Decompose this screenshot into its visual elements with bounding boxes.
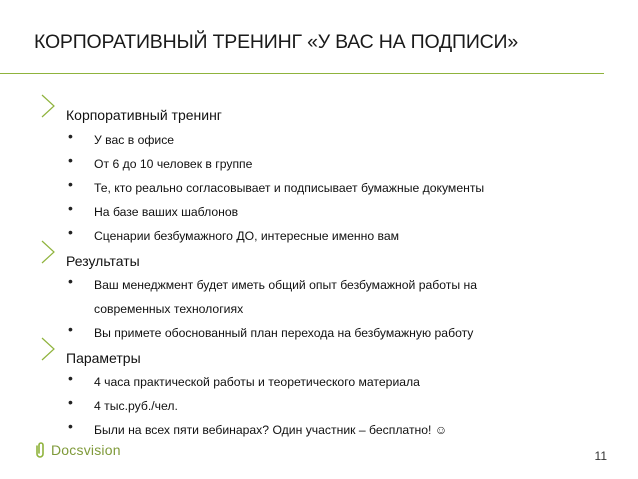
chevron-right-icon [40,240,56,264]
list-item: На базе ваших шаблонов [94,205,239,219]
title-divider [0,73,604,74]
bullet-dot: • [68,152,73,168]
bullet-dot: • [68,370,73,386]
bullet-dot: • [68,200,73,216]
bullet-dot: • [68,321,73,337]
logo-text: Docsvision [51,442,121,458]
bullet-dot: • [68,176,73,192]
chevron-right-icon [40,94,56,118]
list-item: 4 тыс.руб./чел. [94,399,178,413]
list-item: Сценарии безбумажного ДО, интересные именно вам [94,229,400,243]
docsvision-logo [33,440,121,460]
page-number: 11 [594,449,607,463]
section-title-training: Корпоративный тренинг [66,107,222,123]
section-title-results: Результаты [66,253,140,269]
bullet-dot: • [68,394,73,410]
slide-title: КОРПОРАТИВНЫЙ ТРЕНИНГ «У ВАС НА ПОДПИСИ» [34,31,519,53]
list-item: 4 часа практической работы и теоретического материала [94,375,420,389]
list-item: Ваш менеджмент будет иметь общий опыт безбумажной работы на современных технологиях [94,278,477,316]
list-item: Те, кто реально согласовывает и подписывает бумажные документы [94,181,485,195]
paperclip-logo-icon [33,441,47,459]
list-item: Вы примете обоснованный план перехода на безбумажную работу [94,326,474,340]
bullet-dot: • [68,128,73,144]
bullet-dot: • [68,418,73,434]
section-title-parameters: Параметры [66,350,141,366]
list-item: Были на всех пяти вебинарах? Один участник – бесплатно! ☺ [94,423,448,437]
list-item: У вас в офисе [94,133,175,147]
list-item: От 6 до 10 человек в группе [94,157,253,171]
bullet-dot: • [68,224,73,240]
bullet-dot: • [68,273,73,289]
chevron-right-icon [40,337,56,361]
